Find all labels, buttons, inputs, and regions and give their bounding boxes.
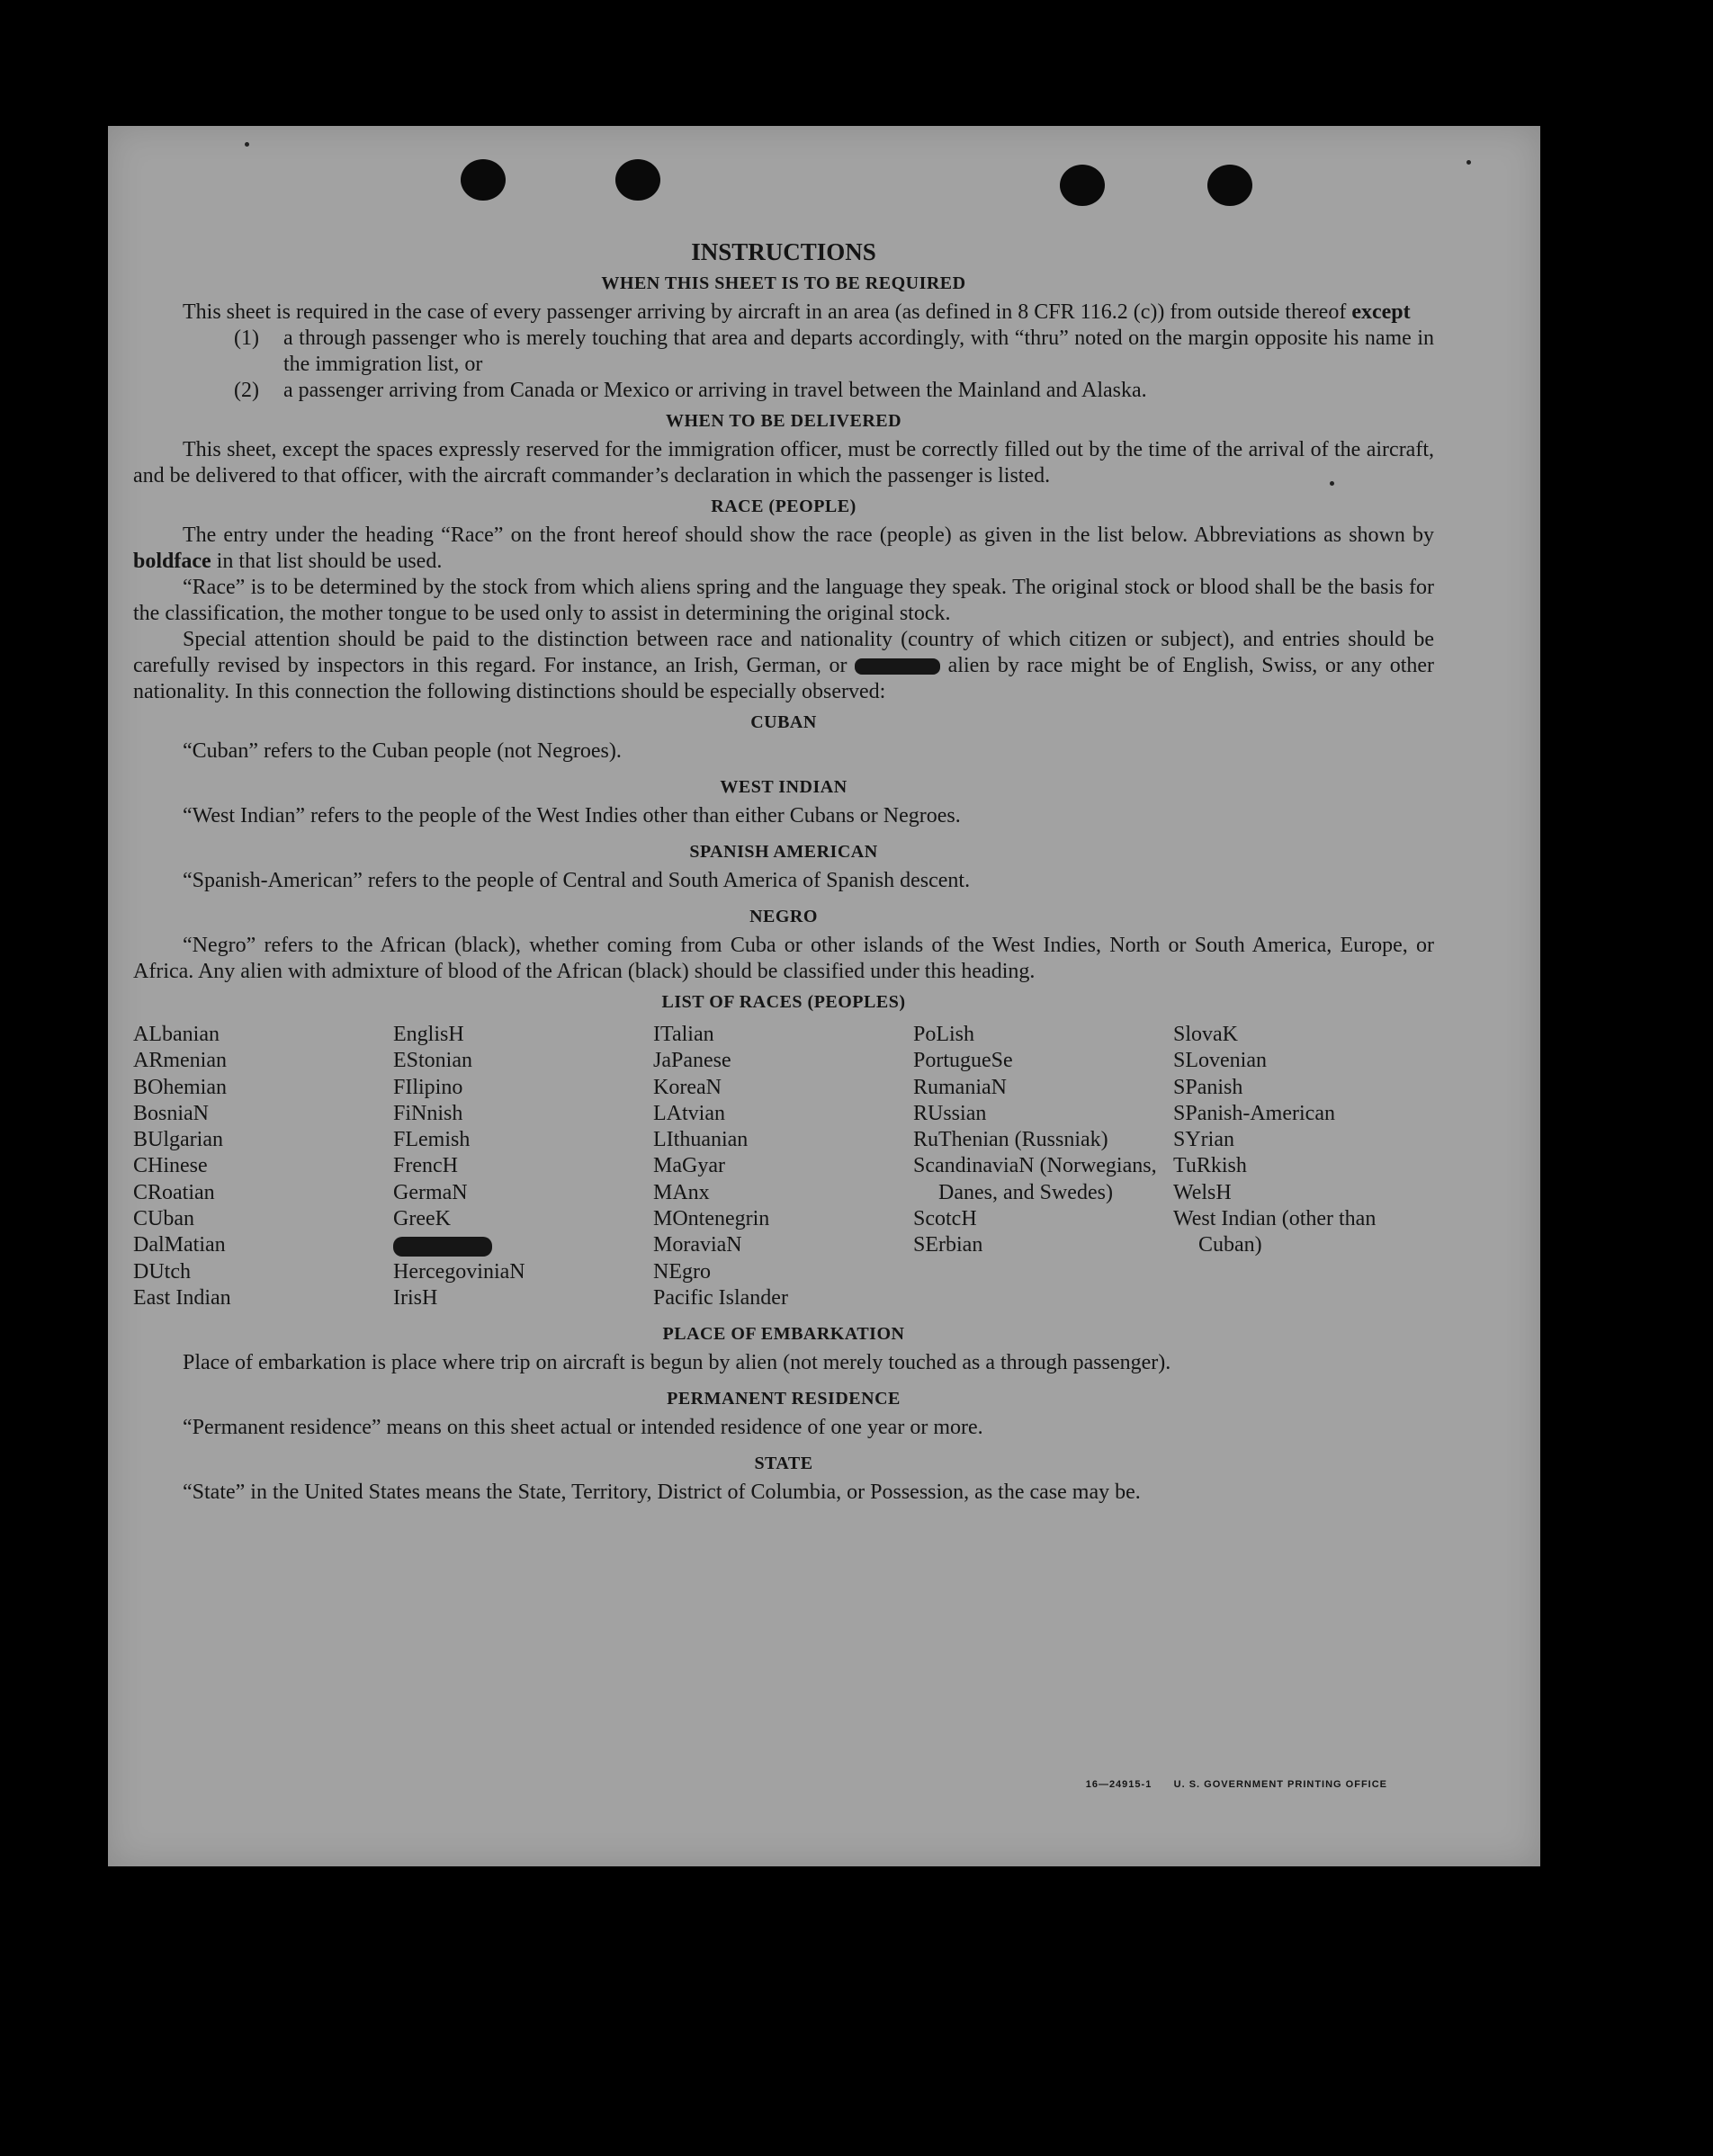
- race-item: SPanish: [1173, 1075, 1243, 1099]
- heading-permanent-residence: PERMANENT RESIDENCE: [667, 1389, 901, 1409]
- speck: [1466, 160, 1471, 165]
- race-item: ARmenian: [133, 1049, 227, 1073]
- race-item: WelsH: [1173, 1180, 1232, 1204]
- paragraph-race-2: “Race” is to be determined by the stock from which aliens spring and the language they speak. The original stock or blood shall be the basis for the classification, the mother tongue to be used only to assist in determining the original stock.: [133, 576, 1434, 625]
- punch-hole: [1060, 165, 1105, 206]
- paragraph-west-indian: “West Indian” refers to the people of the West Indies other than either Cubans or Negroes.: [183, 804, 961, 828]
- race-item: HercegoviniaN: [393, 1259, 525, 1284]
- race-item: West Indian (other than Cuban): [1173, 1207, 1377, 1257]
- exception-text: a through passenger who is merely touching that area and departs accordingly, with “thru” noted on the margin opposite his name in the immigration list, or: [283, 327, 1434, 376]
- paragraph-place-of-embarkation: Place of embarkation is place where trip on aircraft is begun by alien (not merely touched as a through passenger).: [183, 1351, 1171, 1375]
- form-code: 16—24915-1: [1085, 1779, 1152, 1790]
- heading-cuban: CUBAN: [750, 712, 817, 732]
- heading-spanish-american: SPANISH AMERICAN: [689, 842, 878, 862]
- race-item: FrencH: [393, 1154, 458, 1178]
- paragraph-race-1: The entry under the heading “Race” on the front hereof should show the race (people) as given in the list below. Abbreviations as shown by boldface in that list should be used.: [133, 523, 1434, 573]
- heading-state: STATE: [754, 1454, 813, 1474]
- race-column-4: [913, 1022, 1173, 1311]
- punch-hole: [461, 159, 506, 201]
- exception-text: a passenger arriving from Canada or Mexico or arriving in travel between the Mainland and Alaska.: [283, 379, 1147, 402]
- race-list: [133, 1022, 1434, 1311]
- exception-item-1: [133, 326, 1434, 378]
- race-item: DalMatian: [133, 1233, 226, 1257]
- punch-hole: [1207, 165, 1252, 206]
- race-item-redacted: [393, 1232, 653, 1258]
- race-item: FiNnish: [393, 1101, 463, 1125]
- heading-negro: NEGRO: [749, 907, 818, 926]
- race-item: Pacific Islander: [653, 1285, 788, 1310]
- heading-race: RACE (PEOPLE): [711, 497, 856, 516]
- race-item: EStonian: [393, 1049, 472, 1073]
- speck: [245, 142, 249, 147]
- printer-name: U. S. GOVERNMENT PRINTING OFFICE: [1173, 1779, 1387, 1790]
- race-item: SErbian: [913, 1233, 983, 1257]
- heading-place-of-embarkation: PLACE OF EMBARKATION: [662, 1324, 905, 1345]
- race-item: MAnx: [653, 1180, 710, 1204]
- race-item: CHinese: [133, 1154, 208, 1178]
- race-item: PortugueSe: [913, 1049, 1013, 1073]
- race-item: SYrian: [1173, 1128, 1234, 1152]
- race-item: RuThenian (Russniak): [913, 1128, 1108, 1152]
- paragraph-spanish-american: “Spanish-American” refers to the people of Central and South America of Spanish descent.: [183, 869, 971, 892]
- race-item: MOntenegrin: [653, 1207, 770, 1231]
- punch-hole: [615, 159, 660, 201]
- race-item: ScandinaviaN (Norwegians, Danes, and Swedes): [913, 1154, 1157, 1204]
- race-item: FIlipino: [393, 1075, 463, 1099]
- race-item: ITalian: [653, 1023, 714, 1046]
- race-item: JaPanese: [653, 1049, 731, 1073]
- instructions-content: [133, 238, 1434, 1506]
- race-item: CUban: [133, 1207, 194, 1231]
- race-item: IrisH: [393, 1285, 438, 1310]
- paragraph-state: “State” in the United States means the State, Territory, District of Columbia, or Possession, as the case may be.: [183, 1481, 1141, 1505]
- paragraph-cuban: “Cuban” refers to the Cuban people (not Negroes).: [183, 739, 622, 763]
- paragraph-when-delivered: This sheet, except the spaces expressly reserved for the immigration officer, must be correctly filled out by the time of the arrival of the aircraft, and be delivered to that officer, with the aircraft commander’s declaration in which the passenger is listed.: [133, 438, 1434, 488]
- heading-when-required: WHEN THIS SHEET IS TO BE REQUIRED: [601, 273, 966, 293]
- race-item: LAtvian: [653, 1101, 725, 1125]
- race-item: BosniaN: [133, 1101, 209, 1125]
- race-item: KoreaN: [653, 1075, 722, 1099]
- race-item: DUtch: [133, 1259, 191, 1284]
- race-item: LIthuanian: [653, 1128, 749, 1152]
- race-item: RUssian: [913, 1101, 987, 1125]
- exception-number: (2): [234, 379, 259, 402]
- redaction-mark: [855, 658, 940, 675]
- race-item: SlovaK: [1173, 1023, 1238, 1046]
- paragraph-permanent-residence: “Permanent residence” means on this sheet actual or intended residence of one year or more.: [183, 1416, 983, 1440]
- exception-number: (1): [234, 327, 259, 350]
- race-item: BOhemian: [133, 1075, 227, 1099]
- paragraph-race-3: Special attention should be paid to the distinction between race and nationality (country of which citizen or subject), and entries should be carefully revised by inspectors in this regard. For instance, an Irish, German, or alien by race might be of English, Swiss, or any other nationality. In this connection the following distinctions should be especially observed:: [133, 628, 1435, 703]
- heading-west-indian: WEST INDIAN: [720, 777, 848, 797]
- race-item: SLovenian: [1173, 1049, 1267, 1073]
- heading-list-of-races: LIST OF RACES (PEOPLES): [661, 992, 906, 1012]
- page-title: INSTRUCTIONS: [691, 238, 876, 265]
- document-page: [108, 126, 1540, 1866]
- paragraph-when-required: This sheet is required in the case of every passenger arriving by aircraft in an area (as defined in 8 CFR 116.2 (c)) from outside thereof except: [183, 300, 1411, 324]
- redaction-mark: [393, 1237, 492, 1257]
- race-item: PoLish: [913, 1023, 975, 1046]
- exception-item-2: [133, 378, 1434, 404]
- printing-office-footer: [1086, 1779, 1387, 1790]
- race-item: RumaniaN: [913, 1075, 1007, 1099]
- race-item: FLemish: [393, 1128, 471, 1152]
- race-item: ALbanian: [133, 1023, 220, 1046]
- race-item: SPanish-American: [1173, 1101, 1335, 1125]
- race-item: NEgro: [653, 1259, 711, 1284]
- race-item: GermaN: [393, 1180, 468, 1204]
- race-item: ScotcH: [913, 1207, 977, 1231]
- race-item: EnglisH: [393, 1023, 464, 1046]
- race-item: BUlgarian: [133, 1128, 223, 1152]
- race-item: MaGyar: [653, 1154, 725, 1178]
- race-column-5: [1173, 1022, 1433, 1311]
- race-column-1: [133, 1022, 393, 1311]
- race-item: TuRkish: [1173, 1154, 1247, 1178]
- paragraph-negro: “Negro” refers to the African (black), whether coming from Cuba or other islands of the West Indies, North or South America, Europe, or Africa. Any alien with admixture of blood of the African (black) should be classified under this heading.: [133, 934, 1434, 983]
- race-column-3: [653, 1022, 913, 1311]
- race-item: CRoatian: [133, 1180, 215, 1204]
- race-item: GreeK: [393, 1207, 451, 1231]
- race-item: MoraviaN: [653, 1233, 742, 1257]
- race-column-2: [393, 1022, 653, 1311]
- race-item: East Indian: [133, 1285, 231, 1310]
- heading-when-delivered: WHEN TO BE DELIVERED: [665, 411, 902, 431]
